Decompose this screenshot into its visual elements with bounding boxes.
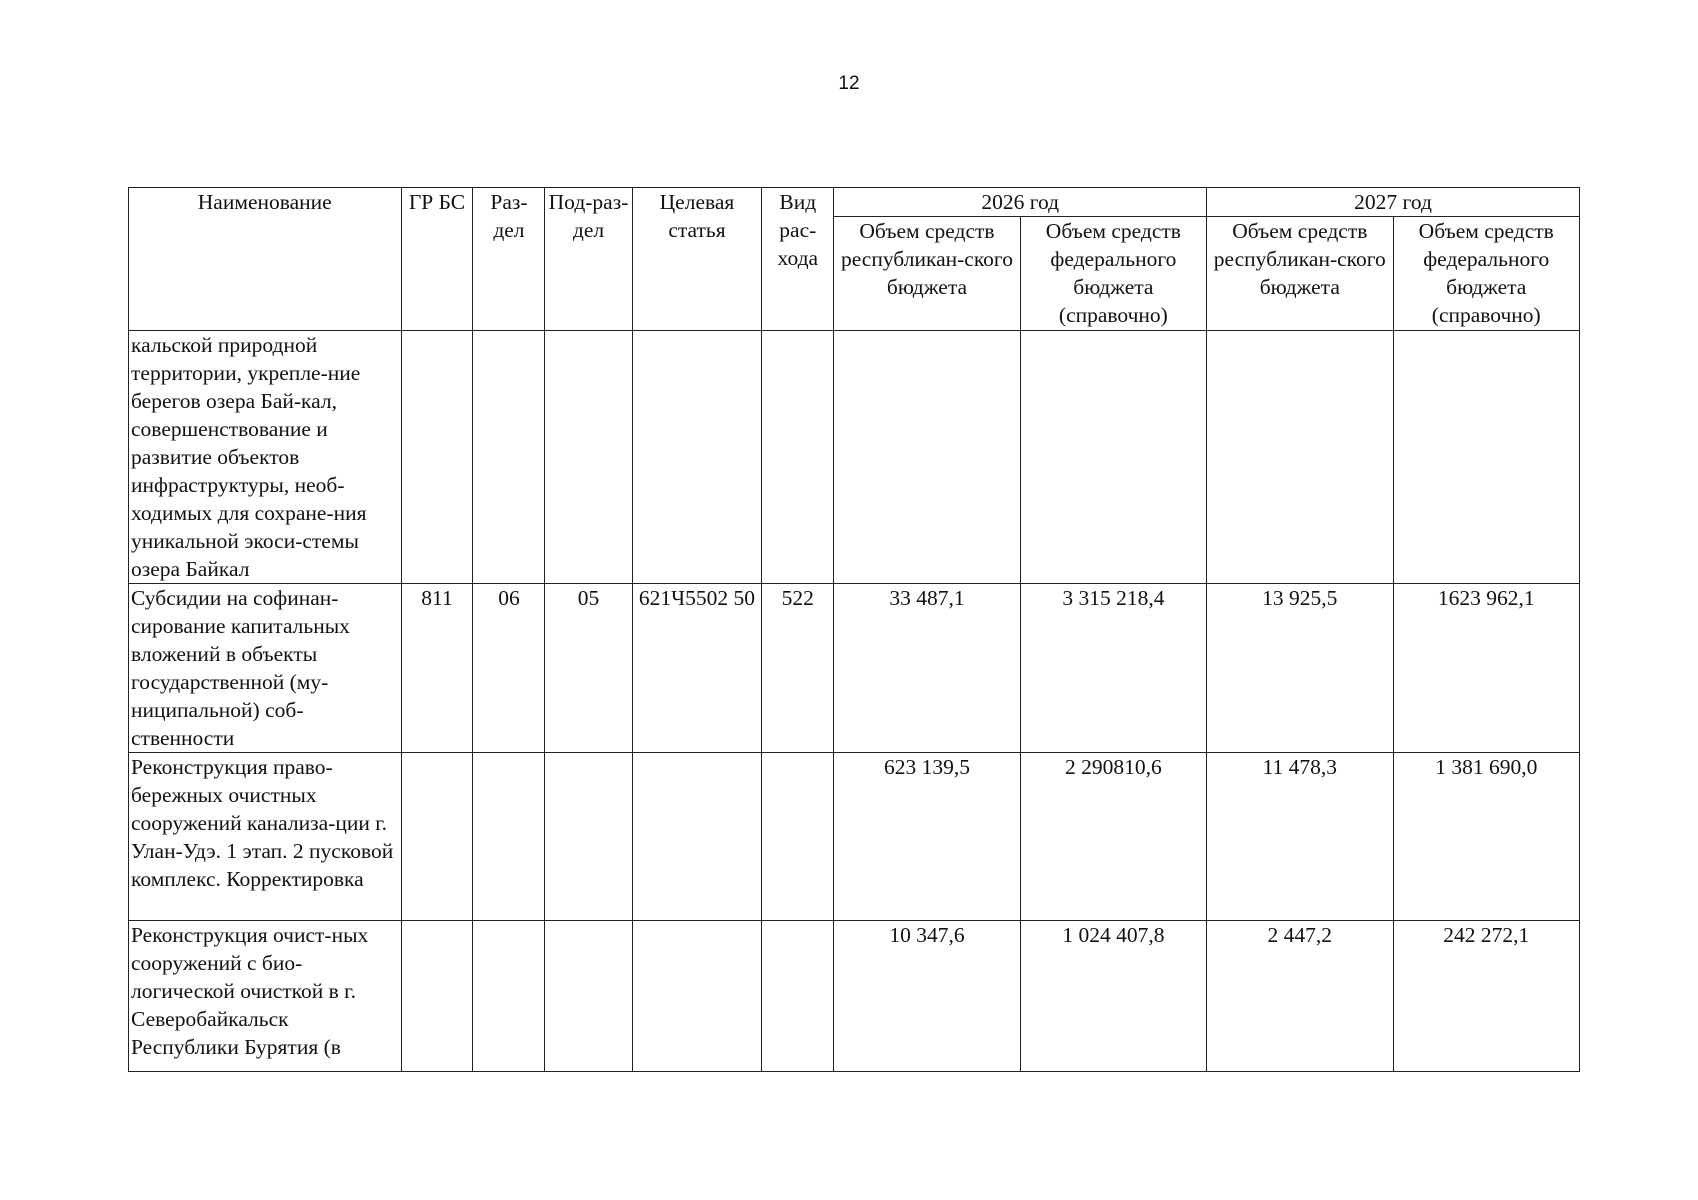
cell-name: Реконструкция очист-ных сооружений с био-логической очисткой в г. Северобайкальск Республики Бурятия (в: [129, 921, 402, 1072]
cell-podrazdel: 05: [545, 584, 632, 753]
header-grbs: ГР БС: [401, 188, 473, 331]
cell-razdel: [473, 331, 545, 584]
cell-grbs: 811: [401, 584, 473, 753]
cell-fed-2027: 242 272,1: [1393, 921, 1580, 1072]
cell-expense-type: 522: [762, 584, 834, 753]
cell-fed-2027: 1 381 690,0: [1393, 753, 1580, 921]
header-razdel: Раз-дел: [473, 188, 545, 331]
header-expense-type: Вид рас-хода: [762, 188, 834, 331]
cell-fed-2026: 1 024 407,8: [1020, 921, 1206, 1072]
cell-expense-type: [762, 331, 834, 584]
cell-podrazdel: [545, 753, 632, 921]
header-name: Наименование: [129, 188, 402, 331]
cell-razdel: [473, 921, 545, 1072]
cell-rep-2027: 2 447,2: [1207, 921, 1393, 1072]
header-year-2027: 2027 год: [1207, 188, 1580, 217]
cell-target-article: [632, 331, 762, 584]
header-federal-2027: Объем средств федерального бюджета (справочно): [1393, 217, 1580, 331]
cell-target-article: 621Ч5502 50: [632, 584, 762, 753]
cell-grbs: [401, 753, 473, 921]
header-republican-2026: Объем средств республикан-ского бюджета: [834, 217, 1020, 331]
header-federal-2026: Объем средств федерального бюджета (справочно): [1020, 217, 1206, 331]
cell-name: Реконструкция право-бережных очистных сооружений канализа-ции г. Улан-Удэ. 1 этап. 2 пусковой комплекс. Корректировка: [129, 753, 402, 921]
cell-grbs: [401, 331, 473, 584]
table-row: [129, 584, 1580, 753]
cell-rep-2026: 10 347,6: [834, 921, 1020, 1072]
cell-name: кальской природной территории, укрепле-ние берегов озера Бай-кал, совершенствование и развитие объектов инфраструктуры, необ-ходимых для сохране-ния уникальной экоси-стемы озера Байкал: [129, 331, 402, 584]
cell-rep-2027: [1207, 331, 1393, 584]
table-row: [129, 921, 1580, 1072]
budget-table: [128, 187, 1580, 1072]
cell-target-article: [632, 921, 762, 1072]
cell-rep-2026: 623 139,5: [834, 753, 1020, 921]
cell-fed-2026: 3 315 218,4: [1020, 584, 1206, 753]
header-republican-2027: Объем средств республикан-ского бюджета: [1207, 217, 1393, 331]
cell-fed-2027: 1623 962,1: [1393, 584, 1580, 753]
header-target-article: Целевая статья: [632, 188, 762, 331]
cell-rep-2027: 13 925,5: [1207, 584, 1393, 753]
cell-razdel: 06: [473, 584, 545, 753]
cell-grbs: [401, 921, 473, 1072]
cell-name: Субсидии на софинан-сирование капитальных вложений в объекты государственной (му-ниципальной) соб-ственности: [129, 584, 402, 753]
cell-target-article: [632, 753, 762, 921]
cell-expense-type: [762, 753, 834, 921]
cell-razdel: [473, 753, 545, 921]
cell-fed-2027: [1393, 331, 1580, 584]
table-row: [129, 331, 1580, 584]
table-row: [129, 753, 1580, 921]
cell-expense-type: [762, 921, 834, 1072]
cell-fed-2026: 2 290810,6: [1020, 753, 1206, 921]
cell-rep-2027: 11 478,3: [1207, 753, 1393, 921]
header-row-years: [129, 188, 1580, 217]
header-podrazdel: Под-раз-дел: [545, 188, 632, 331]
cell-rep-2026: 33 487,1: [834, 584, 1020, 753]
cell-podrazdel: [545, 331, 632, 584]
cell-rep-2026: [834, 331, 1020, 584]
page-number: 12: [838, 73, 860, 94]
cell-podrazdel: [545, 921, 632, 1072]
header-year-2026: 2026 год: [834, 188, 1207, 217]
cell-fed-2026: [1020, 331, 1206, 584]
